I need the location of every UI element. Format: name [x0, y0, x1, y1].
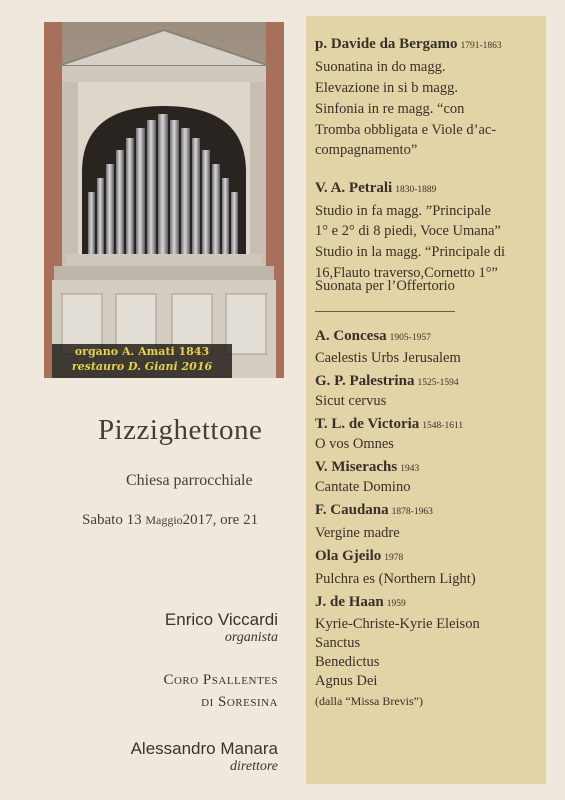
choir-name: Coro Psallentes [163, 672, 278, 688]
composer-name: V. Miserachs [315, 459, 398, 475]
mass-note: (dalla “Missa Brevis”) [315, 694, 423, 708]
date-prefix: Sabato 13 [82, 512, 146, 528]
work-item: Elevazione in si b magg. [315, 80, 458, 96]
composer-name: J. de Haan [315, 594, 384, 610]
work-item: Studio in fa magg. ”Principale [315, 203, 491, 219]
composer-years: 1525-1594 [417, 378, 459, 388]
composer-years: 1959 [386, 599, 406, 609]
work-item: Studio in la magg. “Principale di [315, 244, 506, 260]
composer-miserachs [315, 459, 419, 476]
composer-gjeilo [315, 548, 403, 565]
work-item: Benedictus [315, 654, 380, 670]
choir-town: di Soresina [201, 694, 278, 710]
work-item: O vos Omnes [315, 436, 394, 452]
work-item: compagnamento” [315, 142, 418, 158]
work-item: Suonatina in do magg. [315, 59, 446, 75]
composer-years: 1943 [400, 464, 420, 474]
director-role: direttore [230, 759, 278, 774]
work-item: Tromba obbligata e Viole d’ac- [315, 122, 497, 138]
photo-caption [52, 344, 232, 378]
composer-caudana [315, 502, 433, 519]
date-suffix: 2017, ore 21 [182, 512, 259, 528]
composer-name: T. L. de Victoria [315, 416, 420, 432]
work-item: Vergine madre [315, 525, 400, 541]
composer-name: p. Davide da Bergamo [315, 36, 458, 52]
composer-years: 1830-1889 [395, 185, 437, 195]
section-divider [315, 311, 455, 312]
event-date [82, 512, 258, 529]
date-month: Maggio [145, 513, 183, 527]
director-block [131, 739, 278, 775]
work-item: Sicut cervus [315, 393, 387, 409]
composer-davide [315, 36, 502, 53]
work-item: 1° e 2° di 8 piedi, Voce Umana” [315, 223, 501, 239]
work-item: Suonata per l’Offertorio [315, 278, 455, 294]
composer-name: A. Concesa [315, 328, 387, 344]
work-item: Sinfonia in re magg. “con [315, 101, 465, 117]
work-item: Sanctus [315, 635, 361, 651]
composer-palestrina [315, 373, 459, 390]
composer-haan [315, 594, 406, 611]
organist-name: Enrico Viccardi [164, 610, 278, 629]
composer-years: 1978 [384, 553, 404, 563]
city-title: Pizzighettone [98, 414, 263, 446]
composer-concesa [315, 328, 431, 345]
work-item: Agnus Dei [315, 673, 378, 689]
organist-block [165, 610, 278, 646]
composer-name: Ola Gjeilo [315, 548, 382, 564]
organist-role: organista [224, 630, 278, 645]
work-item: Kyrie-Christe-Kyrie Eleison [315, 616, 480, 632]
composer-petrali [315, 180, 436, 197]
church-name: Chiesa parrocchiale [126, 472, 253, 489]
choir-block [163, 669, 278, 713]
work-item: 16,Flauto traverso,Cornetto 1°” [315, 265, 498, 281]
work-item: Cantate Domino [315, 479, 411, 495]
composer-years: 1791-1863 [460, 41, 502, 51]
composer-years: 1548-1611 [422, 421, 464, 431]
work-item: Caelestis Urbs Jerusalem [315, 350, 461, 366]
composer-name: V. A. Petrali [315, 180, 393, 196]
caption-organ: organo A. Amati 1843 [74, 345, 210, 358]
composer-name: G. P. Palestrina [315, 373, 415, 389]
director-name: Alessandro Manara [130, 739, 278, 758]
composer-victoria [315, 416, 463, 433]
composer-name: F. Caudana [315, 502, 389, 518]
composer-years: 1878-1963 [391, 507, 433, 517]
caption-restoration: restauro D. Giani 2016 [71, 360, 213, 373]
work-item: Pulchra es (Northern Light) [315, 571, 476, 587]
organ-photo [44, 22, 284, 378]
composer-years: 1905-1957 [389, 333, 431, 343]
